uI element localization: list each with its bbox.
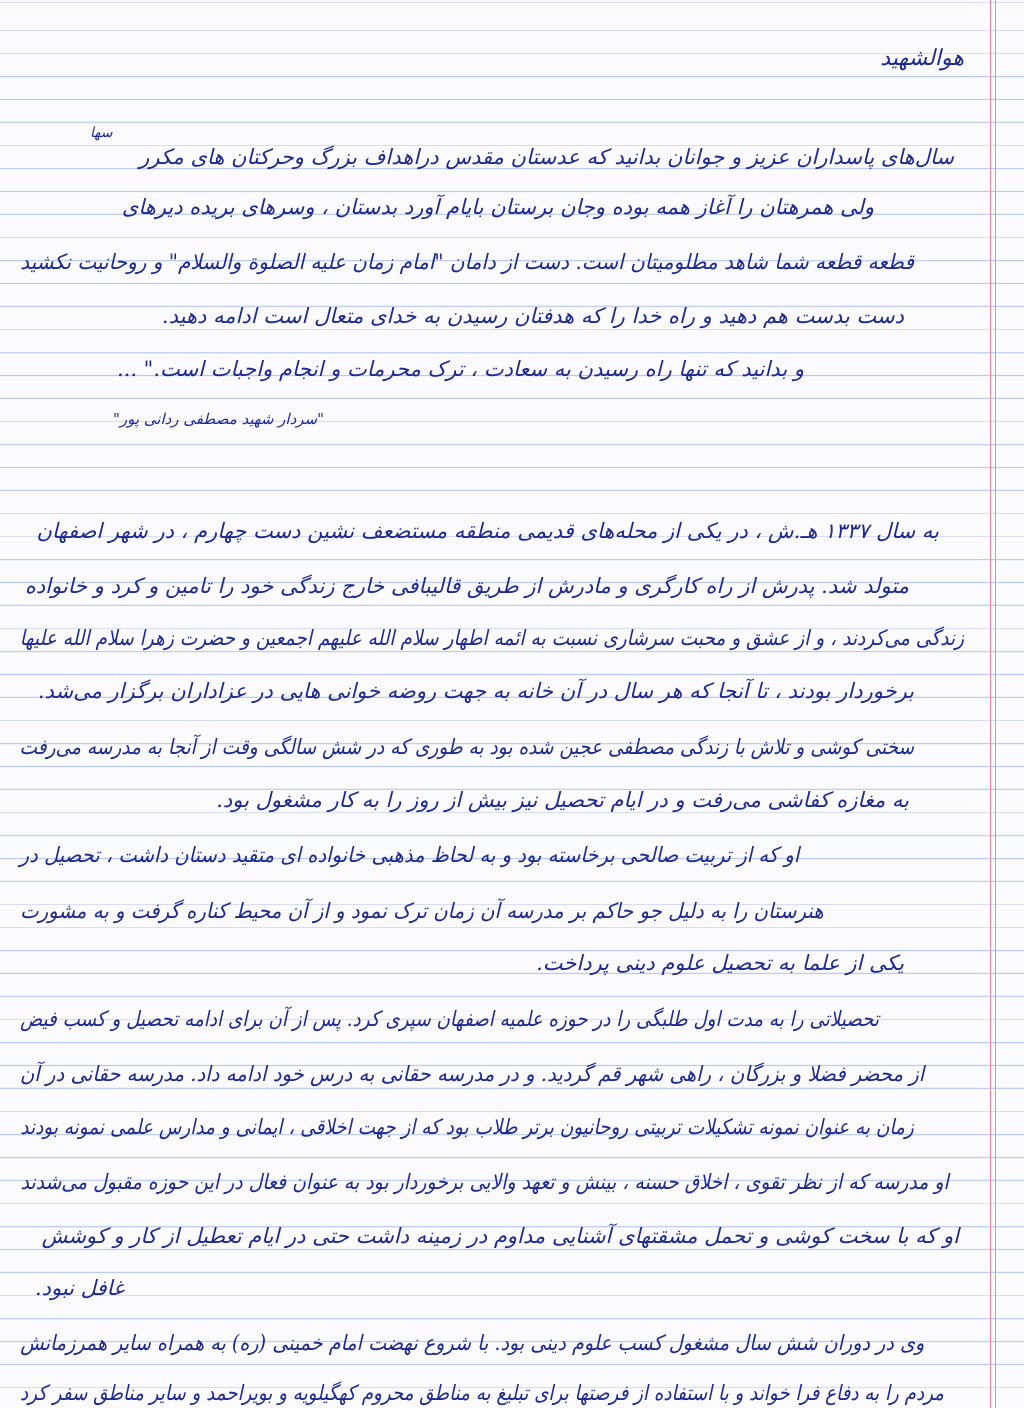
quote-line: و بدانید که تنها راه رسیدن به سعادت ، ترک محرمات و انجام واجبات است." ... <box>116 357 804 381</box>
paragraph-line: برخوردار بودند ، تا آنجا که هر سال در آن خانه به جهت روضه خوانی هایی در عزاداران برگزار می‌شد. <box>37 679 914 703</box>
page-title: هوالشهید <box>880 46 964 71</box>
paragraph-line: او مدرسه که از نظر تقوی ، اخلاق حسنه ، بینش و تعهد والایی برخوردار بود به عنوان فعال در این حوزه مقبول می‌شدند <box>20 1170 949 1194</box>
paragraph-line: به مغازه کفاشی می‌رفت و در ایام تحصیل نیز بیش از روز را به کار مشغول بود. <box>216 788 909 812</box>
quote-line: قطعه قطعه شما شاهد مطلومیتان است. دست از دامان "امام زمان علیه الصلوة والسلام" و روحانیت نکشید <box>20 250 914 274</box>
quote-line: ولی همرهتان را آغاز همه بوده وجان برستان بایام آورد بدستان ، وسرهای بریده دیرهای <box>121 195 874 219</box>
margin-line <box>995 0 996 1408</box>
paragraph-line: از محضر فضلا و بزرگان ، راهی شهر قم گردید. و در مدرسه حقانی به درس خود ادامه داد. مدرسه حقانی در آن <box>19 1062 924 1086</box>
paragraph-line: او که از تربیت صالحی برخاسته بود و به لحاظ مذهبی خانواده ای متقید دستان داشت ، تحصیل در <box>19 843 799 867</box>
paragraph-line: تحصیلاتی را به مدت اول طلبگی را در حوزه علمیه اصفهان سپری کرد. پس از آن برای ادامه تحصیل و کسب فیض <box>20 1007 879 1031</box>
quote-line: سال‌های پاسداران عزیز و جوانان بدانید که عدستان مقدس دراهداف بزرگ وحرکتان های مکرر <box>139 145 954 169</box>
paragraph-line: وی در دوران شش سال مشغول کسب علوم دینی بود. با شروع نهضت امام خمینی (ره) به همراه سایر همرزمانش <box>20 1331 924 1355</box>
paragraph-line: مردم را به دفاع فرا خواند و با استفاده از فرصتها برای تبلیغ به مناطق محروم کهگیلویه و بویراحمد و سایر مناطق سفر کرد <box>20 1381 944 1405</box>
paragraph-line: هنرستان را به دلیل جو حاکم بر مدرسه آن زمان ترک نمود و از آن محیط کناره گرفت و به مشورت <box>20 899 824 923</box>
paragraph-line: به سال ۱۳۳۷ هـ.ش ، در یکی از محله‌های قدیمی منطقه مستضعف نشین دست چهارم ، در شهر اصفهان <box>36 519 939 543</box>
paragraph-line: متولد شد. پدرش از راه کارگری و مادرش از طریق قالیبافی خارج زندگی خود را تامین و کرد و خانواده <box>24 574 909 598</box>
paragraph-line: زمان به عنوان نمونه تشکیلات تربیتی روحانیون برتر طلاب بود که از جهت اخلاقی ، ایمانی و مدارس علمی نمونه بودند <box>20 1115 914 1139</box>
paragraph-line: زندگی می‌کردند ، و از عشق و محبت سرشاری نسبت به ائمه اطهار سلام الله علیهم اجمعین و حضرت زهرا سلام الله علیها <box>19 626 964 650</box>
quote-line: دست بدست هم دهید و راه خدا را که هدفتان رسیدن به خدای متعال است ادامه دهید. <box>161 304 904 328</box>
paragraph-line: یکی از علما به تحصیل علوم دینی پرداخت. <box>536 951 904 975</box>
paragraph-line: سختی کوشی و تلاش با زندگی مصطفی عجین شده بود به طوری که در شش سالگی وقت از آنجا به مدرسه می‌رفت <box>19 735 914 759</box>
paragraph-line: او که با سخت کوشی و تحمل مشقتهای آشنایی مداوم در زمینه داشت حتی در ایام تعطیل از کار و کوشش <box>41 1224 959 1248</box>
paragraph-line: غافل نبود. <box>34 1276 124 1300</box>
margin-line <box>990 0 991 1408</box>
margin-note: سها <box>90 125 113 141</box>
quote-attribution: "سردار شهید مصطفی ردانی پور" <box>112 410 324 428</box>
